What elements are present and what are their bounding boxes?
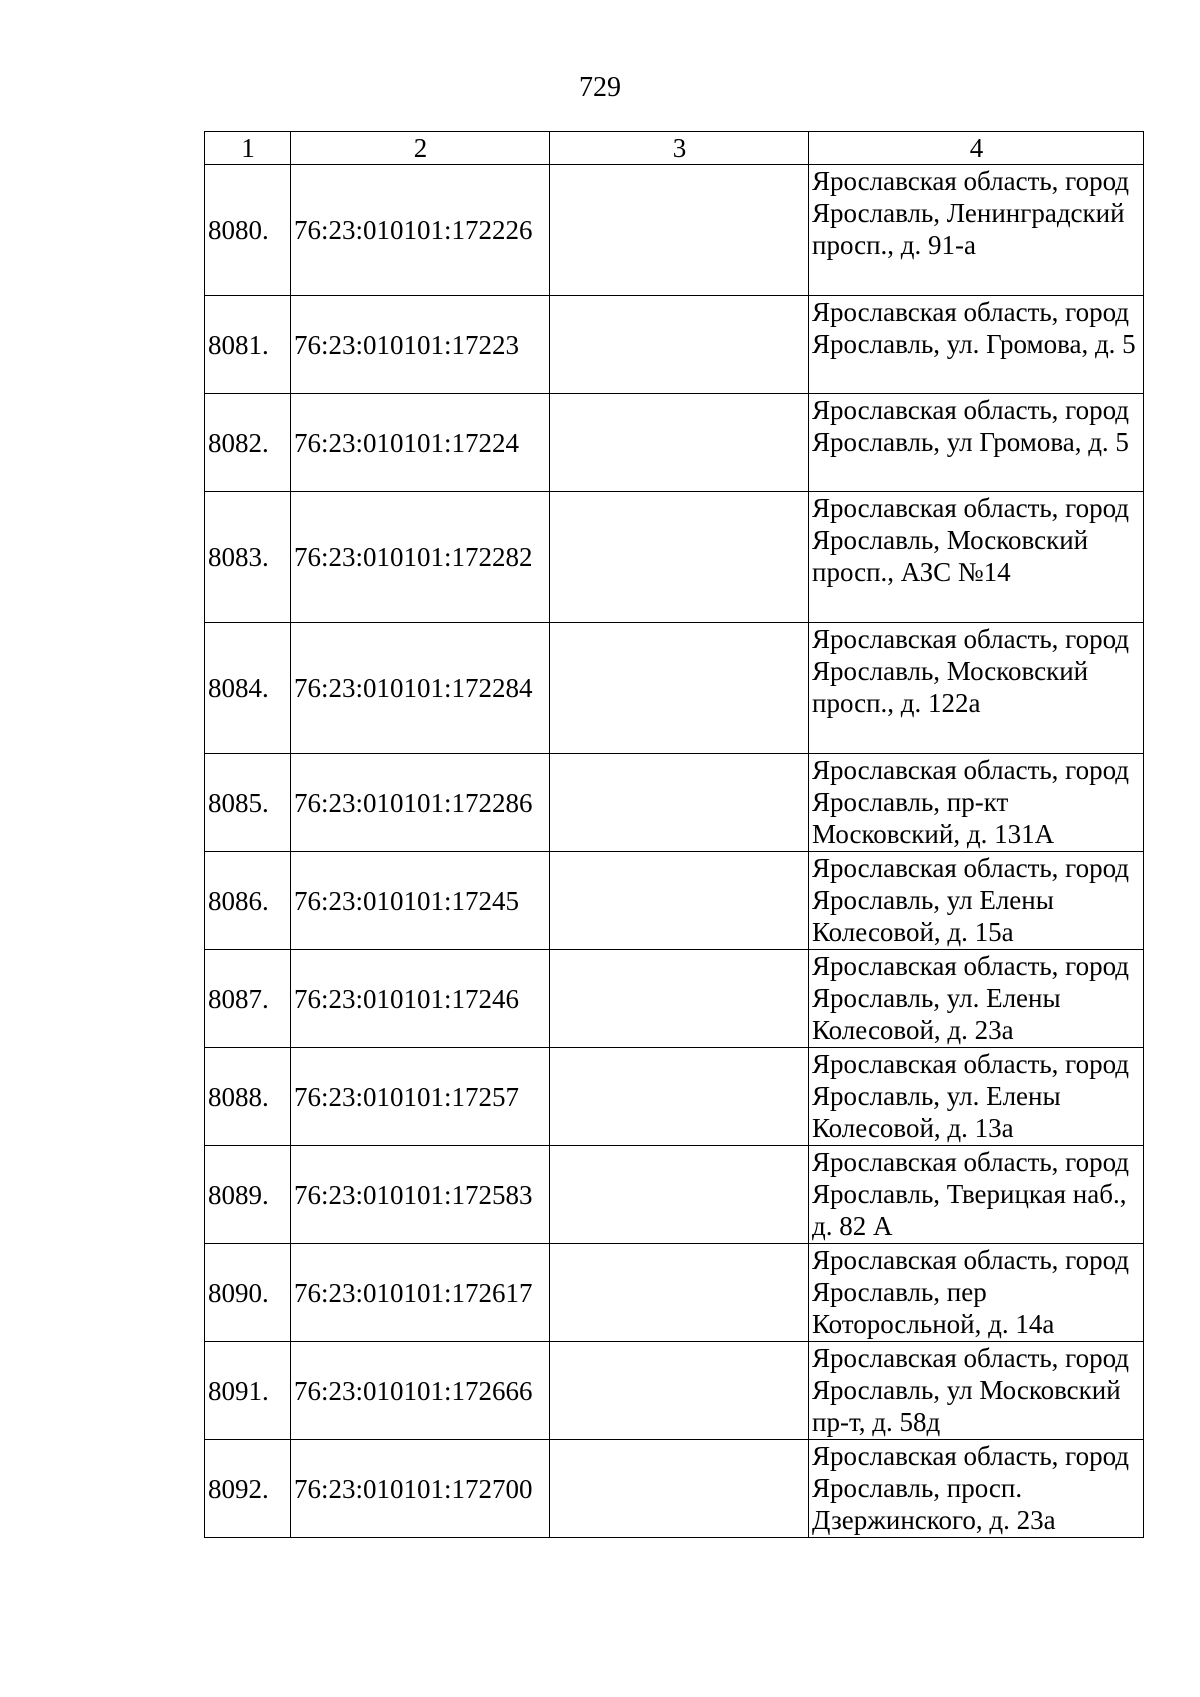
row-number: 8085. bbox=[205, 754, 291, 852]
cadastral-number: 76:23:010101:17223 bbox=[291, 296, 550, 394]
row-number: 8092. bbox=[205, 1440, 291, 1538]
cadastral-number: 76:23:010101:17246 bbox=[291, 950, 550, 1048]
row-number: 8082. bbox=[205, 394, 291, 492]
row-number: 8088. bbox=[205, 1048, 291, 1146]
table-row bbox=[205, 1440, 1144, 1538]
cadastral-number: 76:23:010101:172617 bbox=[291, 1244, 550, 1342]
table-row bbox=[205, 165, 1144, 296]
address-cell: Ярославская область, город Ярославль, ул. Елены Колесовой, д. 13а bbox=[809, 1048, 1144, 1146]
row-number: 8081. bbox=[205, 296, 291, 394]
row-number: 8083. bbox=[205, 492, 291, 623]
table-row bbox=[205, 1048, 1144, 1146]
table-row bbox=[205, 296, 1144, 394]
row-number: 8087. bbox=[205, 950, 291, 1048]
column-3-cell bbox=[550, 1146, 809, 1244]
cadastral-number: 76:23:010101:17224 bbox=[291, 394, 550, 492]
address-cell: Ярославская область, город Ярославль, просп. Дзержинского, д. 23а bbox=[809, 1440, 1144, 1538]
column-3-cell bbox=[550, 623, 809, 754]
column-3-cell bbox=[550, 394, 809, 492]
table-row bbox=[205, 394, 1144, 492]
address-cell: Ярославская область, город Ярославль, Московский просп., АЗС №14 bbox=[809, 492, 1144, 623]
column-header-4: 4 bbox=[809, 132, 1144, 165]
cadastral-number: 76:23:010101:172226 bbox=[291, 165, 550, 296]
table-row bbox=[205, 950, 1144, 1048]
column-3-cell bbox=[550, 1440, 809, 1538]
row-number: 8091. bbox=[205, 1342, 291, 1440]
column-3-cell bbox=[550, 165, 809, 296]
table-row bbox=[205, 1342, 1144, 1440]
row-number: 8089. bbox=[205, 1146, 291, 1244]
address-cell: Ярославская область, город Ярославль, пер Которосльной, д. 14а bbox=[809, 1244, 1144, 1342]
column-3-cell bbox=[550, 1048, 809, 1146]
table-row bbox=[205, 492, 1144, 623]
table-row bbox=[205, 754, 1144, 852]
row-number: 8090. bbox=[205, 1244, 291, 1342]
row-number: 8080. bbox=[205, 165, 291, 296]
cadastral-number: 76:23:010101:172583 bbox=[291, 1146, 550, 1244]
cadastral-number: 76:23:010101:172666 bbox=[291, 1342, 550, 1440]
address-cell: Ярославская область, город Ярославль, Тверицкая наб., д. 82 А bbox=[809, 1146, 1144, 1244]
table-row bbox=[205, 852, 1144, 950]
address-cell: Ярославская область, город Ярославль, ул Елены Колесовой, д. 15а bbox=[809, 852, 1144, 950]
address-cell: Ярославская область, город Ярославль, ул. Елены Колесовой, д. 23а bbox=[809, 950, 1144, 1048]
page-number: 729 bbox=[579, 72, 621, 103]
registry-table bbox=[204, 131, 1144, 1538]
address-cell: Ярославская область, город Ярославль, Ленинградский просп., д. 91-а bbox=[809, 165, 1144, 296]
cadastral-number: 76:23:010101:17257 bbox=[291, 1048, 550, 1146]
table-header-row bbox=[205, 132, 1144, 165]
cadastral-number: 76:23:010101:172282 bbox=[291, 492, 550, 623]
table-row bbox=[205, 1146, 1144, 1244]
cadastral-number: 76:23:010101:172286 bbox=[291, 754, 550, 852]
column-header-1: 1 bbox=[205, 132, 291, 165]
column-3-cell bbox=[550, 754, 809, 852]
address-cell: Ярославская область, город Ярославль, ул. Громова, д. 5 bbox=[809, 296, 1144, 394]
cadastral-number: 76:23:010101:172700 bbox=[291, 1440, 550, 1538]
column-3-cell bbox=[550, 492, 809, 623]
row-number: 8084. bbox=[205, 623, 291, 754]
column-3-cell bbox=[550, 296, 809, 394]
address-cell: Ярославская область, город Ярославль, ул Громова, д. 5 bbox=[809, 394, 1144, 492]
address-cell: Ярославская область, город Ярославль, пр-кт Московский, д. 131А bbox=[809, 754, 1144, 852]
column-header-3: 3 bbox=[550, 132, 809, 165]
table-row bbox=[205, 623, 1144, 754]
column-header-2: 2 bbox=[291, 132, 550, 165]
address-cell: Ярославская область, город Ярославль, Московский просп., д. 122а bbox=[809, 623, 1144, 754]
column-3-cell bbox=[550, 852, 809, 950]
cadastral-number: 76:23:010101:172284 bbox=[291, 623, 550, 754]
column-3-cell bbox=[550, 950, 809, 1048]
row-number: 8086. bbox=[205, 852, 291, 950]
cadastral-number: 76:23:010101:17245 bbox=[291, 852, 550, 950]
table-row bbox=[205, 1244, 1144, 1342]
column-3-cell bbox=[550, 1342, 809, 1440]
column-3-cell bbox=[550, 1244, 809, 1342]
address-cell: Ярославская область, город Ярославль, ул Московский пр-т, д. 58д bbox=[809, 1342, 1144, 1440]
